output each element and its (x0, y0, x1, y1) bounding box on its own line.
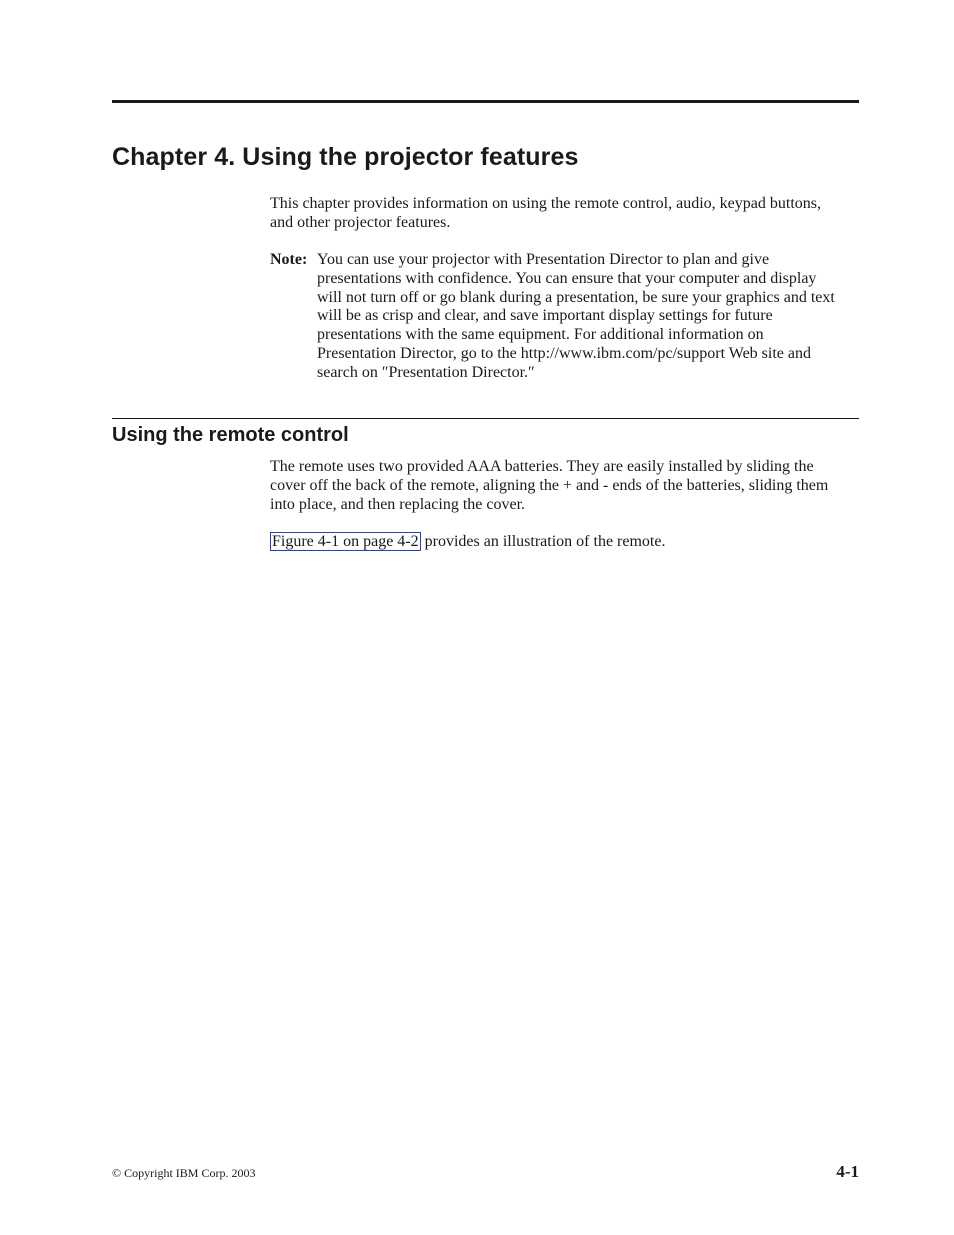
copyright-footer: © Copyright IBM Corp. 2003 (112, 1166, 256, 1180)
figure-link[interactable]: Figure 4-1 on page 4-2 (272, 533, 419, 550)
note-block (270, 251, 850, 383)
note-text: You can use your projector with Presentation Director to plan and give presentations with confidence. You can ensure that your computer and display will not turn off or go blank during a presentation, be sure your graphics and text will be as crisp and clear, and save important display settings for future presentations with the same equipment. For additional information on Presentation Director, go to the http://www.ibm.com/pc/support Web site and search on ″Presentation Director.″ (317, 251, 835, 381)
top-rule (112, 100, 859, 103)
figure-reference-paragraph (270, 533, 860, 552)
chapter-title: Chapter 4. Using the projector features (112, 143, 579, 171)
note-label: Note: (270, 251, 308, 268)
chapter-intro: This chapter provides information on using the remote control, audio, keypad buttons, and other projector features. (270, 195, 821, 231)
battery-paragraph: The remote uses two provided AAA batteries. They are easily installed by sliding the cover off the back of the remote, aligning the + and - ends of the batteries, sliding them into place, and then replacing the cover. (270, 458, 829, 513)
page-number: 4-1 (836, 1162, 859, 1181)
section-title: Using the remote control (112, 424, 349, 446)
figure-reference-text: provides an illustration of the remote. (420, 533, 666, 550)
section-rule (112, 418, 859, 419)
